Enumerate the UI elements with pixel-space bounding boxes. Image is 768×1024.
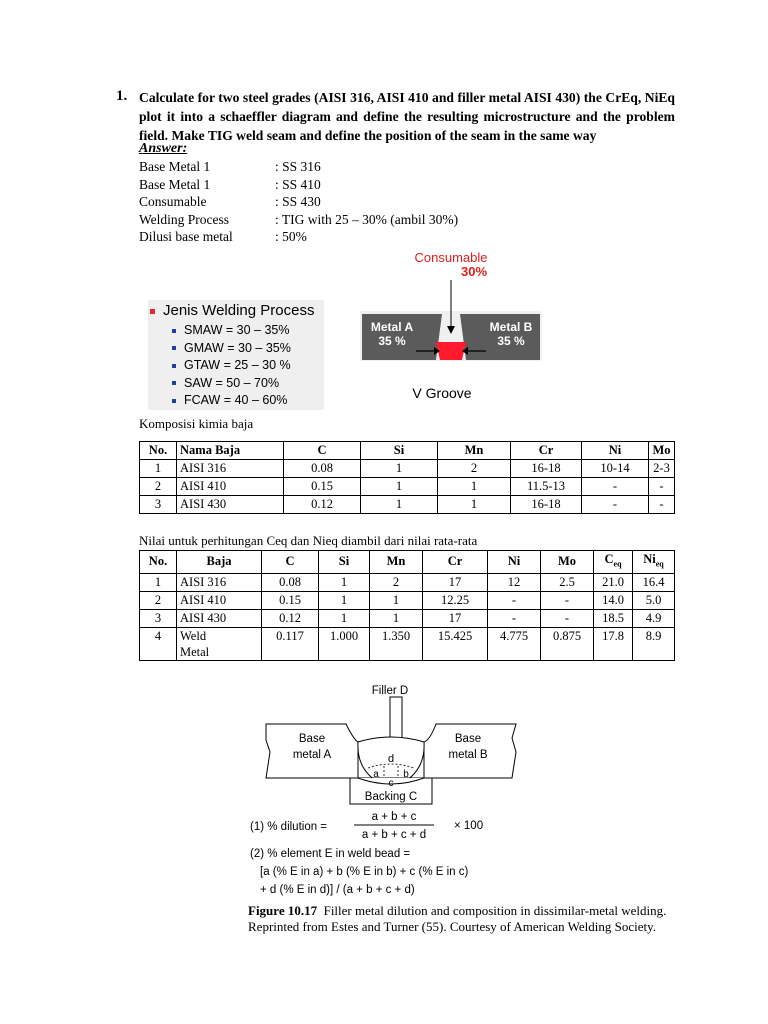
column-header: Nama Baja xyxy=(177,442,284,460)
bullet-icon xyxy=(172,346,176,350)
list-item: SMAW = 30 – 35% xyxy=(172,322,291,340)
table-header-row xyxy=(140,551,675,574)
metal-b-percent: 35 % xyxy=(497,334,525,348)
bullet-icon xyxy=(150,309,155,314)
equation1-left: (1) % dilution = xyxy=(250,821,328,833)
column-header: Ni xyxy=(582,442,649,460)
table-row: 1 AISI 316 0.08 1 2 16-18 10-14 2-3 xyxy=(140,460,675,478)
v-groove-label: V Groove xyxy=(412,385,472,401)
info-row: Dilusi base metal : 50% xyxy=(139,229,307,245)
equation2-line3: + d (% E in d)] / (a + b + c + d) xyxy=(260,884,415,896)
column-header: Si xyxy=(361,442,438,460)
column-header: Cr xyxy=(511,442,582,460)
region-d-label: d xyxy=(387,753,395,765)
filler-rod xyxy=(390,697,402,742)
column-header: Ni xyxy=(488,551,541,574)
table1-caption: Komposisi kimia baja xyxy=(139,416,254,431)
table-row: 1 AISI 316 0.08 1 2 17 12 2.5 21.0 16.4 xyxy=(140,573,675,591)
question-number: 1. xyxy=(116,88,128,104)
base-a-label-1: Base xyxy=(298,733,326,745)
info-row: Consumable : SS 430 xyxy=(139,194,321,210)
table-row: 3 AISI 430 0.12 1 1 17 - - 18.5 4.9 xyxy=(140,609,675,627)
v-groove-diagram xyxy=(356,246,546,406)
composition-table xyxy=(139,441,675,514)
question-text: Calculate for two steel grades (AISI 316, AISI 410 and filler metal AISI 430) the CrEq, NiEq plot it into a schaeffler diagram and define the resulting microstructure and the problem field. Make TIG weld seam and define the position of the seam in the same way xyxy=(139,90,675,143)
equation1-right: × 100 xyxy=(454,820,484,832)
table-row: 4 Weld Metal 0.117 1.000 1.350 15.425 4.775 0.875 17.8 8.9 xyxy=(140,627,675,660)
equation2-line2: [a (% E in a) + b (% E in b) + c (% E in c) xyxy=(260,866,469,878)
list-item: GMAW = 30 – 35% xyxy=(172,340,291,358)
list-item: SAW = 50 – 70% xyxy=(172,375,291,393)
answer-label: Answer: xyxy=(139,141,188,156)
column-header: Mn xyxy=(438,442,511,460)
info-row: Base Metal 1 : SS 316 xyxy=(139,159,321,174)
column-header-ceq: $C_{eq}$ xyxy=(594,551,633,574)
equation1-denominator: a + b + c + d xyxy=(361,829,427,841)
column-header: No. xyxy=(140,551,177,574)
consumable-percent: 30% xyxy=(460,264,488,279)
column-header: Baja xyxy=(177,551,262,574)
metal-b-label: Metal B xyxy=(489,320,533,334)
metal-a-label: Metal A xyxy=(370,320,414,334)
filler-label: Filler D xyxy=(371,685,409,697)
table-row: 2 AISI 410 0.15 1 1 12.25 - - 14.0 5.0 xyxy=(140,591,675,609)
table2-caption: Nilai untuk perhitungan Ceq dan Nieq diambil dari nilai rata-rata xyxy=(139,533,478,548)
column-header: C xyxy=(262,551,319,574)
region-a-label: a xyxy=(373,769,379,780)
region-c-label: c xyxy=(388,778,394,789)
list-item: FCAW = 40 – 60% xyxy=(172,392,291,410)
table-row: 3 AISI 430 0.12 1 1 16-18 - - xyxy=(140,496,675,514)
list-item: GTAW = 25 – 30 % xyxy=(172,357,291,375)
ceq-nieq-table xyxy=(139,550,675,661)
column-header: No. xyxy=(140,442,177,460)
table-row: 2 AISI 410 0.15 1 1 11.5-13 - - xyxy=(140,478,675,496)
base-b-label-1: Base xyxy=(454,733,482,745)
consumable-label: Consumable xyxy=(414,250,488,265)
equation2-line1: (2) % element E in weld bead = xyxy=(250,848,411,860)
answer-info xyxy=(139,158,458,246)
welding-process-list xyxy=(172,322,291,410)
column-header: Si xyxy=(319,551,370,574)
backing-label: Backing C xyxy=(364,791,418,803)
column-header: Mo xyxy=(541,551,594,574)
bullet-icon xyxy=(172,364,176,368)
info-row: Welding Process : TIG with 25 – 30% (ambil 30%) xyxy=(139,211,459,227)
base-a-label-2: metal A xyxy=(292,749,332,761)
column-header-nieq: $Ni_{eq}$ xyxy=(633,551,675,574)
column-header: C xyxy=(284,442,361,460)
weld-bead xyxy=(436,342,466,360)
figure-caption: Figure 10.17 Filler metal dilution and composition in dissimilar-metal welding. Reprinted from Estes and Turner (55). Courtesy of American Welding Society. xyxy=(248,903,667,934)
column-header: Mn xyxy=(370,551,423,574)
table-header-row xyxy=(140,442,675,460)
bullet-icon xyxy=(172,399,176,403)
info-row: Base Metal 1 : SS 410 xyxy=(139,176,321,192)
equation1-numerator: a + b + c xyxy=(371,811,417,823)
bullet-icon xyxy=(172,381,176,385)
region-b-label: b xyxy=(403,769,409,780)
dilution-figure xyxy=(246,680,536,900)
base-b-label-2: metal B xyxy=(448,749,488,761)
metal-a-percent: 35 % xyxy=(378,334,406,348)
bullet-icon xyxy=(172,329,176,333)
column-header: Cr xyxy=(423,551,488,574)
column-header: Mo xyxy=(649,442,675,460)
welding-process-title: Jenis Welding Process xyxy=(150,302,314,319)
